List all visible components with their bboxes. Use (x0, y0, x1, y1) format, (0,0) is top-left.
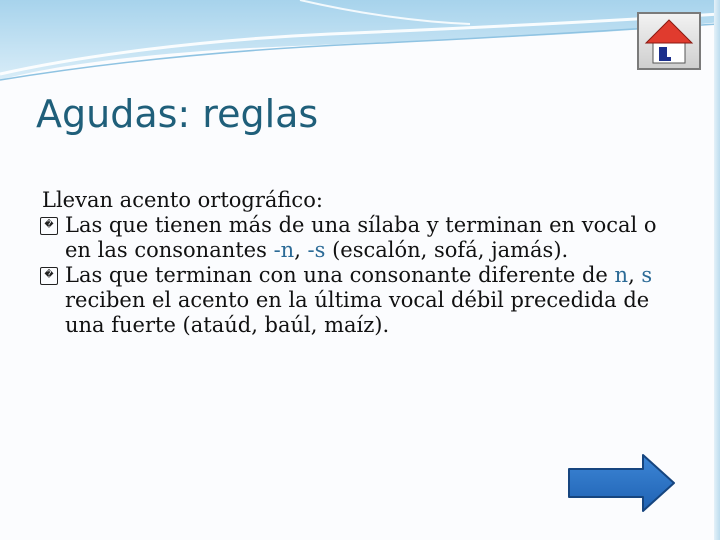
slide-body (42, 188, 682, 338)
bullet-icon: � (40, 267, 58, 285)
rule-text: Las que tienen más de una sílaba y terminan en vocal o en las consonantes (65, 213, 657, 262)
rule-text: (escalón, sofá, jamás). (325, 238, 569, 262)
home-button[interactable] (637, 12, 701, 70)
highlight-term: s (641, 263, 653, 287)
rule-item (42, 213, 682, 263)
intro-text: Llevan acento ortográfico: (42, 188, 323, 212)
highlight-term: n (614, 263, 629, 287)
decorative-wave-band (0, 0, 720, 90)
rule-item (42, 263, 682, 338)
highlight-term: -s (307, 238, 326, 262)
decorative-right-edge (714, 0, 720, 540)
slide-title: Agudas: reglas (36, 92, 319, 136)
rule-text: reciben el acento en la última vocal débil precedida de una fuerte (ataúd, baúl, maíz). (65, 288, 650, 337)
rule-text: , (628, 263, 642, 287)
highlight-term: -n (273, 238, 295, 262)
home-icon (639, 14, 699, 68)
rule-text: Las que terminan con una consonante diferente de (65, 263, 615, 287)
bullet-icon: � (40, 217, 58, 235)
next-slide-button[interactable] (566, 452, 678, 514)
rule-text: , (294, 238, 308, 262)
right-arrow-icon (566, 452, 678, 514)
